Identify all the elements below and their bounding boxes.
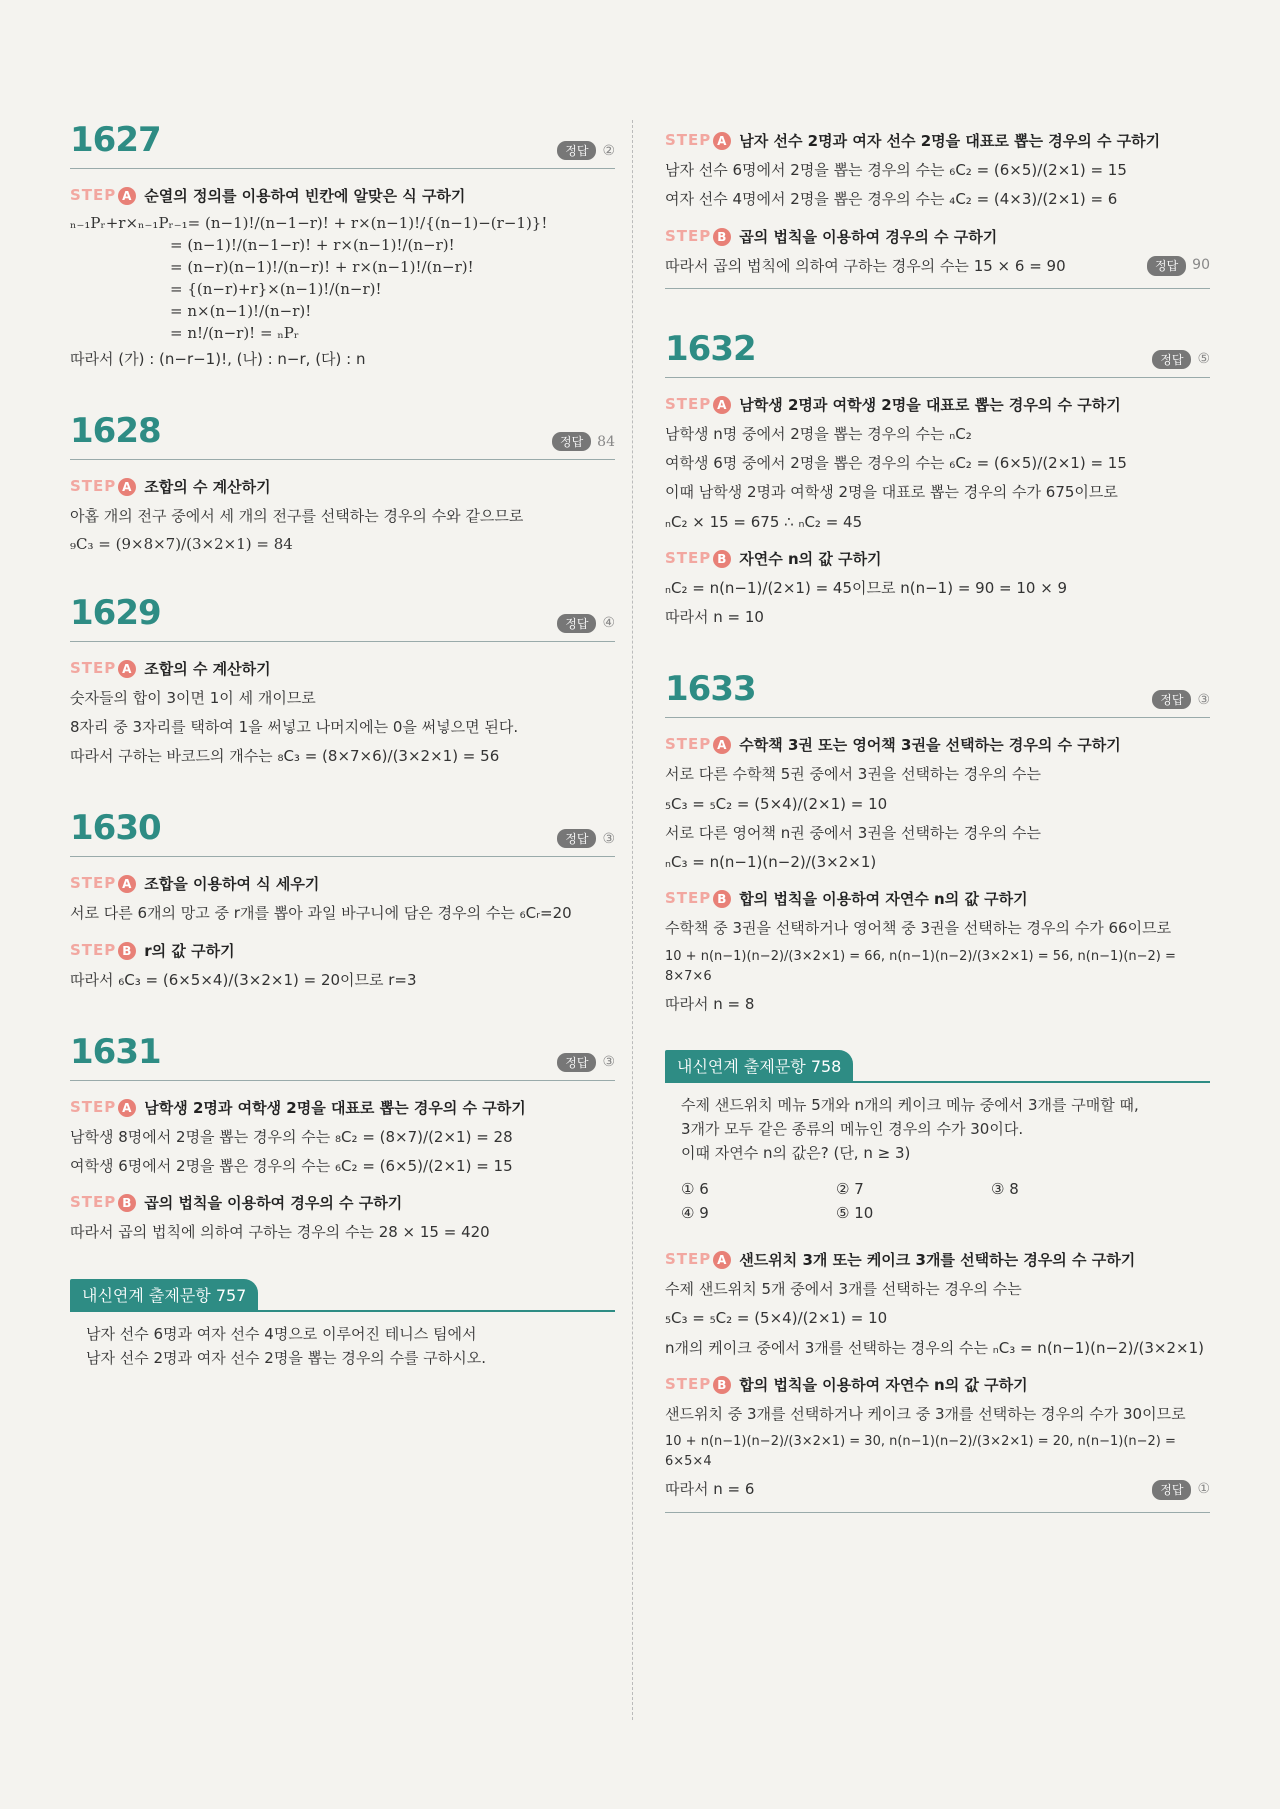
step-title: r의 값 구하기 — [144, 941, 235, 960]
question-tag-bar — [665, 1050, 1210, 1083]
question-line: 3개가 모두 같은 종류의 메뉴인 경우의 수가 30이다. — [681, 1120, 1024, 1139]
step-letter: A — [118, 1099, 136, 1117]
step-a — [70, 873, 615, 894]
text-line: 여학생 6명 중에서 2명을 뽑은 경우의 수는 ₆C₂ = (6×5)/(2×1) = 15 — [665, 454, 1127, 472]
text-line — [665, 1478, 1210, 1501]
step-a — [665, 734, 1210, 755]
text-line: 따라서 구하는 바코드의 개수는 ₈C₃ = (8×7×6)/(3×2×1) = 56 — [70, 747, 500, 765]
answer — [1152, 350, 1210, 369]
math-line: = {(n−r)+r}×(n−1)!/(n−r)! — [170, 280, 382, 298]
step-label: STEP — [665, 548, 712, 567]
step-tag — [665, 735, 731, 754]
choices — [681, 1177, 1194, 1225]
math-line: ₙ₋₁Pᵣ+r×ₙ₋₁Pᵣ₋₁= (n−1)!/(n−1−r)! + r×(n−1)!/{(n−1)−(r−1)}! — [70, 214, 548, 232]
step-b — [70, 940, 615, 961]
question-tag-bar — [70, 1279, 615, 1312]
step-label: STEP — [665, 1250, 712, 1269]
answer-value: ① — [1197, 1481, 1210, 1498]
step-label: STEP — [70, 940, 117, 959]
text-line: 8자리 중 3자리를 택하여 1을 써넣고 나머지에는 0을 써넣으면 된다. — [70, 717, 519, 736]
math-line: = (n−r)(n−1)!/(n−r)! + r×(n−1)!/(n−r)! — [170, 258, 474, 276]
step-letter: B — [713, 1376, 731, 1394]
step-title: 조합의 수 계산하기 — [144, 659, 271, 678]
text-content: 따라서 n = 6 — [665, 1480, 755, 1499]
step-label: STEP — [70, 477, 117, 496]
problem-1632 — [665, 329, 1210, 630]
text-line — [665, 255, 1210, 278]
step-letter: A — [118, 187, 136, 205]
choice-1: ① 6 — [681, 1180, 709, 1199]
step-label: STEP — [70, 1097, 117, 1116]
problem-1630 — [70, 808, 615, 992]
step-title: 곱의 법칙을 이용하여 경우의 수 구하기 — [739, 227, 998, 246]
step-tag — [665, 1250, 731, 1269]
problem-number: 1633 — [665, 669, 756, 710]
solution-758 — [665, 1249, 1210, 1513]
step-title: 조합의 수 계산하기 — [144, 478, 271, 497]
text-line: ₙC₃ = n(n−1)(n−2)/(3×2×1) — [665, 853, 877, 871]
step-label: STEP — [665, 394, 712, 413]
answer — [557, 829, 615, 848]
step-title: 자연수 n의 값 구하기 — [739, 549, 882, 568]
problem-1631 — [70, 1032, 615, 1245]
text-line: ₙC₂ × 15 = 675 ∴ ₙC₂ = 45 — [665, 512, 863, 531]
column-divider — [632, 120, 633, 1720]
text-line: 남학생 n명 중에서 2명을 뽑는 경우의 수는 ₙC₂ — [665, 424, 972, 443]
divider-rule — [665, 1512, 1210, 1513]
answer-badge: 정답 — [552, 432, 591, 451]
answer-badge: 정답 — [1152, 690, 1191, 709]
question-tag: 내신연계 출제문항 757 — [70, 1279, 258, 1310]
step-label: STEP — [665, 735, 712, 754]
answer-badge: 정답 — [1152, 1480, 1191, 1501]
math-line: = n×(n−1)!/(n−r)! — [170, 302, 312, 320]
answer — [552, 432, 615, 451]
linked-question-758 — [665, 1050, 1210, 1235]
answer-badge: 정답 — [1152, 350, 1191, 369]
problem-header — [70, 808, 615, 857]
step-title: 합의 법칙을 이용하여 자연수 n의 값 구하기 — [739, 1375, 1028, 1394]
math-line: = n!/(n−r)! = ₙPᵣ — [170, 324, 300, 342]
step-letter: A — [713, 1251, 731, 1269]
step-tag — [70, 941, 136, 960]
answer — [557, 141, 615, 160]
problem-number: 1631 — [70, 1031, 161, 1072]
answer-badge: 정답 — [557, 829, 596, 848]
step-letter: B — [118, 1194, 136, 1212]
answer-value: ④ — [602, 615, 615, 631]
step-letter: A — [713, 736, 731, 754]
problem-number: 1630 — [70, 808, 161, 849]
text-line: 샌드위치 중 3개를 선택하거나 케이크 중 3개를 선택하는 경우의 수가 30이므로 — [665, 1404, 1186, 1423]
question-line: 남자 선수 2명과 여자 선수 2명을 뽑는 경우의 수를 구하시오. — [86, 1348, 487, 1367]
step-letter: A — [118, 478, 136, 496]
step-letter: B — [713, 228, 731, 246]
question-text — [70, 1312, 615, 1380]
step-b — [665, 1374, 1210, 1395]
problem-header — [665, 669, 1210, 718]
step-label: STEP — [70, 1193, 117, 1212]
text-line: 따라서 곱의 법칙에 의하여 구하는 경우의 수는 28 × 15 = 420 — [70, 1223, 490, 1242]
problem-header — [70, 120, 615, 169]
text-line: ₅C₃ = ₅C₂ = (5×4)/(2×1) = 10 — [665, 1309, 888, 1328]
text-line: 서로 다른 수학책 5권 중에서 3권을 선택하는 경우의 수는 — [665, 765, 1042, 784]
step-title: 수학책 3권 또는 영어책 3권을 선택하는 경우의 수 구하기 — [739, 736, 1121, 755]
step-title: 순열의 정의를 이용하여 빈칸에 알맞은 식 구하기 — [144, 187, 466, 205]
step-tag — [665, 131, 731, 150]
problem-1627 — [70, 120, 615, 371]
text-line: 따라서 ₆C₃ = (6×5×4)/(3×2×1) = 20이므로 r=3 — [70, 970, 417, 989]
question-text — [665, 1083, 1210, 1235]
text-line: 수학책 중 3권을 선택하거나 영어책 중 3권을 선택하는 경우의 수가 66이므로 — [665, 919, 1172, 938]
step-title: 조합을 이용하여 식 세우기 — [144, 875, 320, 894]
step-a — [70, 476, 615, 497]
answer — [1147, 255, 1210, 278]
step-a — [665, 1249, 1210, 1270]
step-b — [665, 888, 1210, 909]
problem-header — [70, 411, 615, 460]
step-title: 곱의 법칙을 이용하여 경우의 수 구하기 — [144, 1194, 403, 1213]
step-tag — [665, 395, 731, 414]
problem-1633 — [665, 669, 1210, 1016]
text-line: 남자 선수 6명에서 2명을 뽑는 경우의 수는 ₆C₂ = (6×5)/(2×1) = 15 — [665, 161, 1127, 179]
problem-number: 1632 — [665, 328, 756, 369]
problem-1628 — [70, 411, 615, 552]
answer-value: ③ — [1197, 691, 1210, 708]
step-label: STEP — [665, 131, 712, 149]
choice-4: ④ 9 — [681, 1204, 709, 1223]
step-b — [665, 548, 1210, 569]
problem-number: 1628 — [70, 411, 161, 452]
math-line: ₉C₃ = (9×8×7)/(3×2×1) = 84 — [70, 534, 293, 553]
answer-value: ③ — [602, 1054, 615, 1071]
text-line: 서로 다른 영어책 n권 중에서 3권을 선택하는 경우의 수는 — [665, 823, 1041, 842]
answer-value: ③ — [602, 830, 615, 847]
answer-value: 84 — [597, 433, 615, 450]
step-title: 남학생 2명과 여학생 2명을 대표로 뽑는 경우의 수 구하기 — [739, 395, 1121, 414]
text-line: 서로 다른 6개의 망고 중 r개를 뽑아 과일 바구니에 담은 경우의 수는 ₆Cᵣ=20 — [70, 904, 572, 923]
problem-number: 1629 — [70, 592, 161, 633]
step-tag — [665, 227, 731, 246]
choice-2: ② 7 — [836, 1180, 864, 1199]
math-line: = (n−1)!/(n−1−r)! + r×(n−1)!/(n−r)! — [170, 236, 455, 254]
step-label: STEP — [70, 186, 117, 204]
answer-badge: 정답 — [557, 1053, 596, 1072]
question-line: 수제 샌드위치 메뉴 5개와 n개의 케이크 메뉴 중에서 3개를 구매할 때, — [681, 1096, 1139, 1115]
text-line: 10 + n(n−1)(n−2)/(3×2×1) = 66, n(n−1)(n−2)/(3×2×1) = 56, n(n−1)(n−2) = 8×7×6 — [665, 948, 1176, 984]
question-line: 이때 자연수 n의 값은? (단, n ≥ 3) — [681, 1144, 911, 1163]
step-letter: A — [118, 660, 136, 678]
step-tag — [70, 659, 136, 678]
problem-1629 — [70, 593, 615, 769]
answer-badge: 정답 — [557, 614, 596, 633]
step-label: STEP — [70, 658, 117, 677]
answer-badge: 정답 — [1147, 256, 1186, 277]
choice-3: ③ 8 — [991, 1180, 1019, 1199]
step-label: STEP — [665, 226, 712, 245]
step-title: 남자 선수 2명과 여자 선수 2명을 대표로 뽑는 경우의 수 구하기 — [739, 132, 1161, 150]
question-tag: 내신연계 출제문항 758 — [665, 1050, 853, 1081]
answer-value: ⑤ — [1197, 351, 1210, 368]
answer — [557, 614, 615, 633]
step-tag — [665, 549, 731, 568]
answer — [557, 1053, 615, 1072]
question-line: 남자 선수 6명과 여자 선수 4명으로 이루어진 테니스 팀에서 — [86, 1324, 477, 1343]
text-line: 10 + n(n−1)(n−2)/(3×2×1) = 30, n(n−1)(n−2)/(3×2×1) = 20, n(n−1)(n−2) = 6×5×4 — [665, 1434, 1176, 1470]
step-tag — [70, 1098, 136, 1117]
text-line: 여자 선수 4명에서 2명을 뽑은 경우의 수는 ₄C₂ = (4×3)/(2×1) = 6 — [665, 190, 1118, 209]
left-column — [70, 120, 615, 1380]
answer-value: ② — [602, 142, 615, 159]
answer — [1152, 1478, 1210, 1501]
step-b — [665, 226, 1210, 247]
step-title: 샌드위치 3개 또는 케이크 3개를 선택하는 경우의 수 구하기 — [739, 1251, 1136, 1270]
step-a — [70, 1097, 615, 1118]
step-tag — [70, 186, 136, 205]
step-a — [665, 394, 1210, 415]
text-content: 따라서 곱의 법칙에 의하여 구하는 경우의 수는 15 × 6 = 90 — [665, 256, 1066, 275]
step-label: STEP — [665, 889, 712, 908]
step-letter: A — [118, 875, 136, 893]
text-line: 따라서 n = 8 — [665, 994, 755, 1013]
text-line: ₙC₂ = n(n−1)/(2×1) = 45이므로 n(n−1) = 90 = 10 × 9 — [665, 578, 1068, 597]
problem-header — [70, 593, 615, 642]
step-a — [70, 185, 615, 206]
step-title: 합의 법칙을 이용하여 자연수 n의 값 구하기 — [739, 890, 1028, 909]
step-tag — [70, 1193, 136, 1212]
step-tag — [70, 477, 136, 496]
conclusion: 따라서 (가) : (n−r−1)!, (나) : n−r, (다) : n — [70, 350, 366, 368]
text-line: 남학생 8명에서 2명을 뽑는 경우의 수는 ₈C₂ = (8×7)/(2×1) = 28 — [70, 1127, 513, 1146]
text-line: ₅C₃ = ₅C₂ = (5×4)/(2×1) = 10 — [665, 794, 888, 813]
text-line: 여학생 6명에서 2명을 뽑은 경우의 수는 ₆C₂ = (6×5)/(2×1) = 15 — [70, 1157, 513, 1175]
text-line: n개의 케이크 중에서 3개를 선택하는 경우의 수는 ₙC₃ = n(n−1)(n−2)/(3×2×1) — [665, 1338, 1204, 1357]
text-line: 이때 남학생 2명과 여학생 2명을 대표로 뽑는 경우의 수가 675이므로 — [665, 483, 1118, 502]
step-tag — [665, 1375, 731, 1394]
step-tag — [70, 874, 136, 893]
right-column — [665, 130, 1210, 1547]
text-line: 아홉 개의 전구 중에서 세 개의 전구를 선택하는 경우의 수와 같으므로 — [70, 507, 524, 526]
step-letter: B — [713, 890, 731, 908]
text-line: 숫자들의 합이 3이면 1이 세 개이므로 — [70, 688, 316, 707]
step-a — [70, 658, 615, 679]
choice-5: ⑤ 10 — [836, 1204, 874, 1223]
step-letter: A — [713, 132, 731, 150]
problem-number: 1627 — [70, 120, 161, 160]
answer — [1152, 690, 1210, 709]
text-line: 수제 샌드위치 5개 중에서 3개를 선택하는 경우의 수는 — [665, 1280, 1022, 1299]
step-letter: B — [713, 550, 731, 568]
step-title: 남학생 2명과 여학생 2명을 대표로 뽑는 경우의 수 구하기 — [144, 1098, 526, 1117]
divider-rule — [665, 288, 1210, 289]
text-line: 따라서 n = 10 — [665, 608, 764, 626]
step-a — [665, 130, 1210, 151]
step-letter: A — [713, 396, 731, 414]
step-label: STEP — [70, 874, 117, 893]
step-tag — [665, 889, 731, 908]
answer-badge: 정답 — [557, 141, 596, 160]
step-b — [70, 1192, 615, 1213]
answer-value: 90 — [1192, 257, 1210, 274]
step-label: STEP — [665, 1374, 712, 1393]
linked-question-757 — [70, 1279, 615, 1380]
problem-header — [70, 1032, 615, 1081]
solution-757 — [665, 130, 1210, 289]
problem-header — [665, 329, 1210, 378]
step-letter: B — [118, 942, 136, 960]
